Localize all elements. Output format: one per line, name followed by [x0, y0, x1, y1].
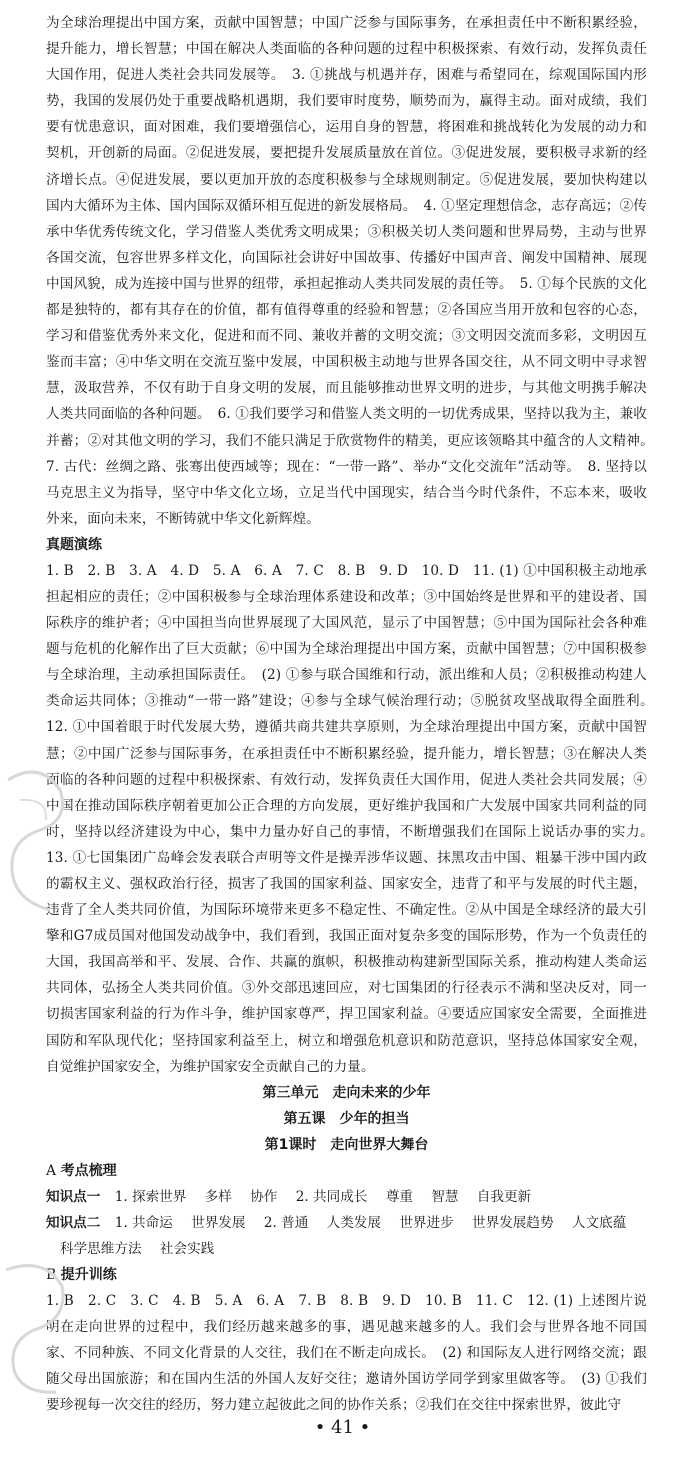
section-b-heading [46, 1262, 647, 1288]
kp1-item: 协作 [250, 1188, 278, 1205]
real-exam-paragraph: 1. B 2. B 3. A 4. D 5. A 6. A 7. C 8. B 9. D 10. D 11. (1) ①中国积极主动地承担起相应的责任；②中国积极参与全球治理体系建设和改革；③中国始终是世界和平的建设者、国际秩序的维护者；④中国担当向世界展现了大国风范，显示了中国智慧；⑤中国为国际社会各种难题与危机的化解作出了巨大贡献；⑥中国为全球治理提出中国方案，贡献中国智慧；⑦中国积极参与全球治理，主动承担国际责任。 (2) ①参与联合国维和行动，派出维和人员；②积极推动构建人类命运共同体；③推动“一带一路”建设；④参与全球气候治理行动；⑤脱贫攻坚战取得全面胜利。 12. ①中国着眼于时代发展大势，遵循共商共建共享原则，为全球治理提出中国方案，贡献中国智慧；②中国广泛参与国际事务，在承担责任中不断积累经验，提升能力，增长智慧；③在解决人类面临的各种问题的过程中积极探索、有效行动，发挥负责任大国作用，促进人类社会共同发展；④中国在推动国际秩序朝着更加公正合理的方向发展，更好维护我国和广大发展中国家共同利益的同时，坚持以经济建设为中心，集中力量办好自己的事情，不断增强我们在国际上说话办事的实力。 13. ①七国集团广岛峰会发表联合声明等文件是操弄涉华议题、抹黑攻击中国、粗暴干涉中国内政的霸权主义、强权政治行径，损害了我国的国家利益、国家安全，违背了和平与发展的时代主题，违背了全人类共同价值，为国际环境带来更多不稳定性、不确定性。②从中国是全球经济的最大引擎和G7成员国对他国发动战争中，我们看到，我国正面对复杂多变的国际形势，作为一个负责任的大国，我国高举和平、发展、合作、共赢的旗帜，积极推动构建新型国际关系，推动构建人类命运共同体，弘扬全人类共同价值。③外交部迅速回应，对七国集团的行径表示不满和坚决反对，同一切损害国家利益的行为作斗争，维护国家尊严，捍卫国家利益。④要适应国家安全需要，全面推进国防和军队现代化；坚持国家利益至上，树立和增强危机意识和防范意识，坚持总体国家安全观，自觉维护国家安全，为维护国家安全贡献自己的力量。 [46, 562, 661, 1075]
section-b-title: 提升训练 [60, 1266, 117, 1283]
kp1-item: 自我更新 [476, 1188, 532, 1205]
section-a-title: 考点梳理 [60, 1162, 117, 1179]
kp1-item: 多样 [204, 1188, 232, 1205]
section-b-letter: B [46, 1266, 57, 1283]
kp2-item: 世界发展趋势 [472, 1214, 554, 1231]
knowledge-point-2-continued [46, 1236, 647, 1262]
lesson-title: 第五课 少年的担当 [283, 1110, 410, 1127]
kp1-item: 智慧 [431, 1188, 459, 1205]
real-exam-heading: 真题演练 [46, 536, 102, 553]
knowledge-point-1-label: 知识点一 [46, 1188, 101, 1205]
kp1-item: 尊重 [385, 1188, 413, 1205]
period-title: 第1课时 走向世界大舞台 [264, 1136, 429, 1153]
kp2-item: 人文底蕴 [571, 1214, 627, 1231]
kp2-item: 1. 共命运 [114, 1214, 173, 1231]
kp2-item: 科学思维方法 [60, 1240, 142, 1257]
training-paragraph: 1. B 2. C 3. C 4. B 5. A 6. A 7. B 8. B 9. D 10. B 11. C 12. (1) 上述图片说明在走向世界的过程中，我们经历越来越多的事，遇见越来越多的人。我们会与世界各地不同国家、不同种族、不同文化背景的人交往，我们在不断走向成长。 (2) 和国际友人进行网络交流；跟随父母出国旅游；和在国内生活的外国人友好交往；邀请外国访学同学到家里做客等。 (3) ①我们要珍视每一次交往的经历，努力建立起彼此之间的协作关系；②我们在交往中探索世界，彼此守 [46, 1292, 647, 1414]
intro-paragraph: 为全球治理提出中国方案，贡献中国智慧；中国广泛参与国际事务，在承担责任中不断积累经验，提升能力，增长智慧；中国在解决人类面临的各种问题的过程中积极探索、有效行动，发挥负责任大国作用，促进人类社会共同发展等。 3. ①挑战与机遇并存，困难与希望同在，综观国际国内形势，我国的发展仍处于重要战略机遇期，我们要审时度势，顺势而为，赢得主动。面对成绩，我们要有忧患意识，面对困难，我们要增强信心，运用自身的智慧，将困难和挑战转化为发展的动力和契机，开创新的局面。②促进发展，要把提升发展质量放在首位。③促进发展，要积极寻求新的经济增长点。④促进发展，要以更加开放的态度积极参与全球规则制定。⑤促进发展，要加快构建以国内大循环为主体、国内国际双循环相互促进的新发展格局。 4. ①坚定理想信念，志存高远；②传承中华优秀传统文化，学习借鉴人类优秀文明成果；③积极关切人类问题和世界局势，主动与世界各国交流，包容世界多样文化，向国际社会讲好中国故事、传播好中国声音、阐发中国精神、展现中国风貌，成为连接中国与世界的纽带，承担起推动人类共同发展的责任等。 5. ①每个民族的文化都是独特的，都有其存在的价值，都有值得尊重的经验和智慧；②各国应当用开放和包容的心态，学习和借鉴优秀外来文化，促进和而不同、兼收并蓄的文明交流；③文明因交流而多彩，文明因互鉴而丰富；④中华文明在交流互鉴中发展，中国积极主动地与世界各国交往，从不同文明中寻求智慧，汲取营养，不仅有助于自身文明的发展，而且能够推动世界文明的进步，与其他文明携手解决人类共同面临的各种问题。 6. ①我们要学习和借鉴人类文明的一切优秀成果，坚持以我为主，兼收并蓄；②对其他文明的学习，我们不能只满足于欣赏物件的精美，更应该领略其中蕴含的人文精神。 7. 古代：丝绸之路、张骞出使西域等；现在：“一带一路”、举办“文化交流年”活动等。 8. 坚持以马克思主义为指导，坚守中华文化立场，立足当代中国现实，结合当今时代条件，不忘本来，吸收外来，面向未来，不断铸就中华文化新辉煌。 [46, 15, 661, 527]
knowledge-point-2-label: 知识点二 [46, 1214, 101, 1231]
kp2-item: 人类发展 [326, 1214, 381, 1231]
section-a-letter: A [46, 1162, 57, 1179]
kp1-item: 1. 探索世界 [114, 1188, 187, 1205]
kp1-item: 2. 共同成长 [295, 1188, 368, 1205]
kp2-item: 2. 普通 [263, 1214, 309, 1231]
page-number: • 41 • [314, 1417, 371, 1438]
knowledge-point-1 [46, 1184, 647, 1210]
kp2-item: 社会实践 [159, 1240, 215, 1257]
kp2-item: 世界发展 [191, 1214, 246, 1231]
unit-title: 第三单元 走向未来的少年 [262, 1084, 431, 1101]
kp2-item: 世界进步 [399, 1214, 454, 1231]
section-a-heading [46, 1158, 647, 1184]
knowledge-point-2 [46, 1210, 647, 1236]
